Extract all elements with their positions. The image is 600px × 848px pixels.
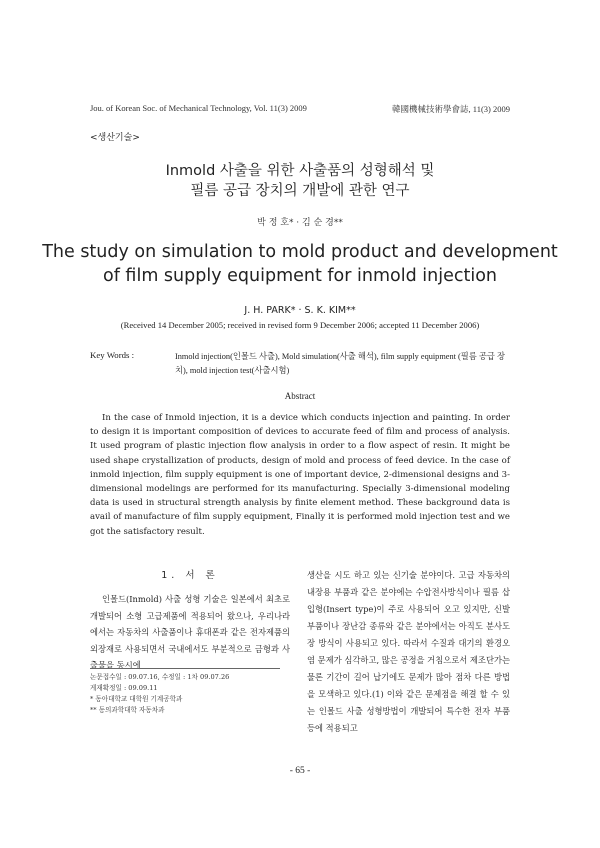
- korean-title-line1: Inmold 사출을 위한 사출품의 성형해석 및: [165, 163, 435, 179]
- korean-title-line2: 필름 공급 장치의 개발에 관한 연구: [190, 183, 410, 199]
- korean-authors: 박 정 호* · 김 순 경**: [257, 218, 343, 228]
- footnote-approval: 게재확정일 : 09.09.11: [90, 684, 158, 692]
- journal-header-left: Jou. of Korean Soc. of Mechanical Technology, Vol. 11(3) 2009: [90, 103, 307, 113]
- introduction-left-text: 인몰드(Inmold) 사출 성형 기술은 일본에서 최초로 개발되어 소형 고급제품에 적용되어 왔으나, 우리나라에서는 자동차의 사출품이나 휴대폰과 같은 전자제품의 외장재로 사용되면서 국내에서도 부분적으로 금형과 사출물을 동시에: [90, 594, 290, 670]
- footnote-author1: * 동아대학교 대학원 기계공학과: [90, 695, 183, 703]
- footnotes: [90, 672, 290, 716]
- section-tag: <생산기술>: [90, 133, 140, 143]
- footnote-divider: [90, 668, 280, 669]
- english-title-line2: of film supply equipment for inmold injection: [103, 266, 497, 286]
- introduction-right-text: 생산을 시도 하고 있는 신기술 분야이다. 고급 자동차의 내장용 부품과 같은 분야에는 수압전사방식이나 필름 삽입형(Insert type)이 주로 사용되어 오고 있지만, 신발 부품이나 장난감 종류와 같은 분야에서는 아직도 분사도장 방식이 사용되고 있다. 따라서 수질과 대기의 환경오염 문제가 심각하고, 많은 공정을 거침으로서 제조단가는 물론 기간이 길어 납기에도 문제가 많아 점차 다른 방법을 모색하고 있다.(1) 이와 같은 문제점을 해결 할 수 있는 인몰드 사출 성형방법이 개발되어 특수한 전자 부품 등에 적용되고: [307, 570, 510, 733]
- journal-header-right: 韓國機械技術學會誌, 11(3) 2009: [392, 104, 510, 114]
- keywords-label: Key Words :: [90, 350, 135, 360]
- english-title-line1: The study on simulation to mold product and development: [42, 242, 558, 262]
- page-number: - 65 -: [289, 766, 311, 776]
- footnote-dates: 논문접수일 : 09.07.16, 수정일 : 1차 09.07.26: [90, 673, 230, 681]
- footnote-author2: ** 동의과학대학 자동차과: [90, 706, 165, 714]
- keywords-text: Inmold injection(인몰드 사출), Mold simulation(사출 해석), film supply equipment (필름 공급 장치), mold injection test(사출시험): [175, 352, 505, 375]
- english-authors: J. H. PARK* · S. K. KIM**: [244, 305, 356, 316]
- section-heading-introduction: 1. 서 론: [161, 570, 219, 581]
- received-dates: (Received 14 December 2005; received in revised form 9 December 2006; accepted 11 December 2006): [120, 320, 480, 330]
- abstract-body: In the case of Inmold injection, it is a device which conducts injection and painting. In order to design it is important composition of devices to accurate feed of film and process of analysis. It used program of plastic injection flow analysis in order to a flow aspect of resin. It might be used shape crystallization of products, design of mold and process of feed device. In the case of inmold injection, film supply equipment is one of important device, 2-dimensional designs and 3-dimensional modelings are performed for its manufacturing. Specially 3-dimensional modeling data is used in structural strength analysis by finite element method. These background data is avail of manufacture of film supply equipment, Finally it is performed mold injection test and we got the satisfactory result.: [90, 413, 510, 537]
- left-column: [90, 567, 290, 674]
- abstract-heading: Abstract: [284, 391, 316, 401]
